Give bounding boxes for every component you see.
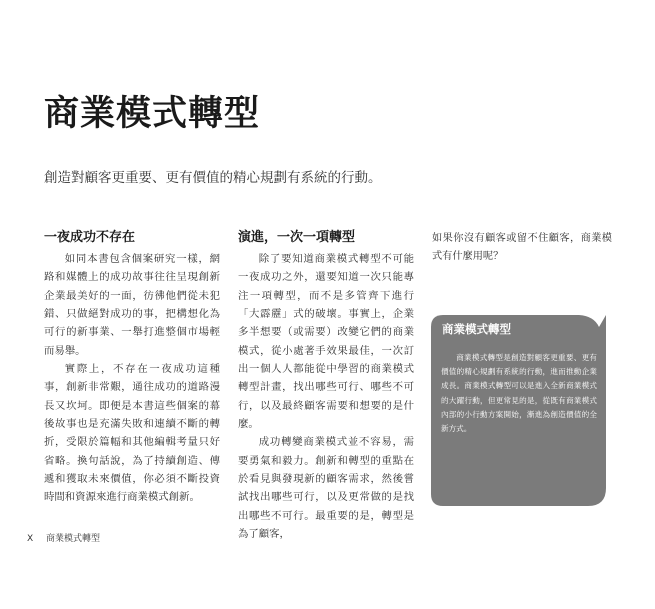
section-heading-evolution: 演進，一次一項轉型 — [238, 230, 356, 245]
page-title: 商業模式轉型 — [44, 94, 261, 134]
page-subtitle: 創造對顧客更重要、更有價值的精心規劃有系統的行動。 — [44, 170, 382, 186]
column-three — [432, 230, 612, 266]
paragraph: 實際上，不存在一夜成功這種事，創新非常艱，通往成功的道路漫長又坎坷。即便是本書這些個案的幕後故事也是充滿失敗和連續不斷的轉折，受限於篇幅和其他編輯考量只好省略。換句話說，為了持續創造、傳遞和獲取未來價值，你必須不斷投資時間和資源來進行商業模式創新。 — [44, 363, 220, 504]
column-one — [44, 230, 220, 507]
footer-running-title: 商業模式轉型 — [46, 534, 101, 544]
callout-title: 商業模式轉型 — [442, 322, 511, 336]
paragraph: 如同本書包含個案研究一樣，網路和媒體上的成功故事往往呈現創新企業最美好的一面，彷彿他們從未犯錯、只做絕對成功的事，把構想化為可行的新事業、一舉打進整個市場輕而易舉。 — [44, 253, 220, 357]
page-footer — [27, 533, 100, 545]
paragraph: 除了要知道商業模式轉型不可能一夜成功之外，還要知道一次只能專注一項轉型，而不是多管齊下進行「大霹靂」式的破壞。事實上，企業多半想要（或需要）改變它們的商業模式，從小處著手效果最佳，一次訂出一個人人都能從中學習的商業模式轉型計畫，找出哪些可行、哪些不可行，以及最終顧客需要和想要的是什麼。 — [238, 253, 414, 431]
section-heading-no-overnight-success: 一夜成功不存在 — [44, 230, 136, 245]
callout-body: 商業模式轉型是創造對顧客更重要、更有價值的精心規劃有系統的行動，進而推動企業成長。商業模式轉型可以是進入全新商業模式的大躍行動，但更常見的是，從既有商業模式內部的小行動方案開始，漸進為創造價值的全新方式。 — [441, 353, 597, 434]
column-two — [238, 230, 414, 544]
paragraph: 如果你沒有顧客或留不住顧客，商業模式有什麼用呢？ — [432, 233, 612, 262]
definition-callout-box — [431, 315, 606, 506]
footer-page-number: X — [27, 534, 34, 544]
paragraph: 成功轉變商業模式並不容易，需要勇氣和毅力。創新和轉型的重點在於看見與發現新的顧客需求，然後嘗試找出哪些可行，以及更常做的是找出哪些不可行。最重要的是，轉型是為了顧客， — [238, 436, 414, 541]
